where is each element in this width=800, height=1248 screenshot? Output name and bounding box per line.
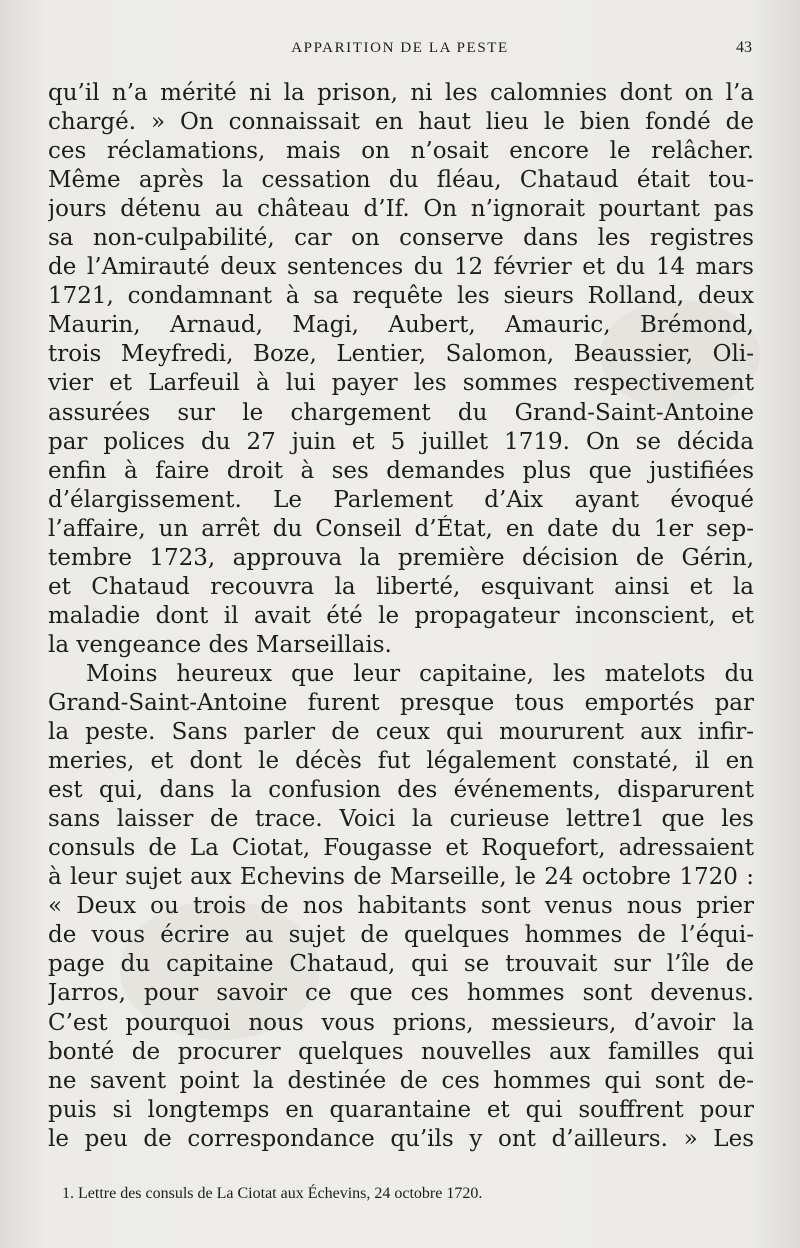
text-line: l’affaire, un arrêt du Conseil d’État, en date du 1er sep- [48, 515, 754, 542]
text-line: Même après la cessation du fléau, Chataud était tou- [48, 167, 754, 194]
text-line: jours détenu au château d’If. On n’ignorait pourtant pas [48, 196, 754, 223]
paragraph-end-line: la vengeance des Marseillais. [48, 631, 392, 658]
running-title: APPARITION DE LA PESTE [291, 40, 509, 56]
text-line: de l’Amirauté deux sentences du 12 février et du 14 mars [48, 254, 754, 281]
text-line: C’est pourquoi nous vous prions, messieurs, d’avoir la [48, 1009, 754, 1036]
text-line: consuls de La Ciotat, Fougasse et Roquefort, adressaient [48, 835, 754, 862]
text-line: meries, et dont le décès fut légalement constaté, il en [48, 748, 754, 775]
text-line: Jarros, pour savoir ce que ces hommes sont devenus. [48, 980, 754, 1007]
text-line: d’élargissement. Le Parlement d’Aix ayant évoqué [48, 486, 754, 513]
body-text [48, 79, 754, 1154]
text-line: sans laisser de trace. Voici la curieuse lettre1 que les [48, 806, 754, 833]
text-line: trois Meyfredi, Boze, Lentier, Salomon, Beaussier, Oli- [48, 341, 754, 368]
text-line: et Chataud recouvra la liberté, esquivant ainsi et la [48, 573, 754, 600]
text-line: vier et Larfeuil à lui payer les sommes respectivement [48, 370, 754, 397]
text-line: « Deux ou trois de nos habitants sont venus nous prier [48, 893, 754, 920]
text-line: bonté de procurer quelques nouvelles aux familles qui [48, 1038, 754, 1065]
text-line: qu’il n’a mérité ni la prison, ni les calomnies dont on l’a [48, 80, 754, 106]
text-line: page du capitaine Chataud, qui se trouvait sur l’île de [48, 951, 754, 978]
text-line: à leur sujet aux Echevins de Marseille, le 24 octobre 1720 : [48, 864, 754, 891]
running-header [48, 34, 752, 62]
page-number: 43 [736, 39, 752, 56]
text-line: assurées sur le chargement du Grand-Saint-Antoine [48, 399, 754, 426]
text-line: de vous écrire au sujet de quelques hommes de l’équi- [48, 922, 754, 949]
paragraph-first-line: Moins heureux que leur capitaine, les matelots du [86, 660, 754, 687]
text-line: ne savent point la destinée de ces hommes qui sont de- [48, 1067, 754, 1094]
text-line: Maurin, Arnaud, Magi, Aubert, Amauric, Brémond, [48, 312, 754, 339]
text-line: enfin à faire droit à ses demandes plus que justifiées [48, 457, 754, 484]
text-line: sa non-culpabilité, car on conserve dans les registres [48, 225, 754, 252]
text-line: chargé. » On connaissait en haut lieu le bien fondé de [48, 109, 754, 136]
text-line: tembre 1723, approuva la première décision de Gérin, [48, 544, 754, 571]
footnote: 1. Lettre des consuls de La Ciotat aux Échevins, 24 octobre 1720. [62, 1185, 483, 1202]
text-line: Grand-Saint-Antoine furent presque tous emportés par [48, 689, 754, 716]
text-line: 1721, condamnant à sa requête les sieurs Rolland, deux [48, 283, 754, 310]
text-line: ces réclamations, mais on n’osait encore le relâcher. [48, 138, 754, 165]
text-line: puis si longtemps en quarantaine et qui souffrent pour [48, 1096, 754, 1123]
text-line: la peste. Sans parler de ceux qui moururent aux infir- [48, 719, 754, 746]
text-line: maladie dont il avait été le propagateur inconscient, et [48, 602, 754, 629]
text-line: par polices du 27 juin et 5 juillet 1719. On se décida [48, 428, 754, 455]
text-line: le peu de correspondance qu’ils y ont d’ailleurs. » Les [48, 1125, 754, 1152]
text-line: est qui, dans la confusion des événements, disparurent [48, 777, 754, 804]
